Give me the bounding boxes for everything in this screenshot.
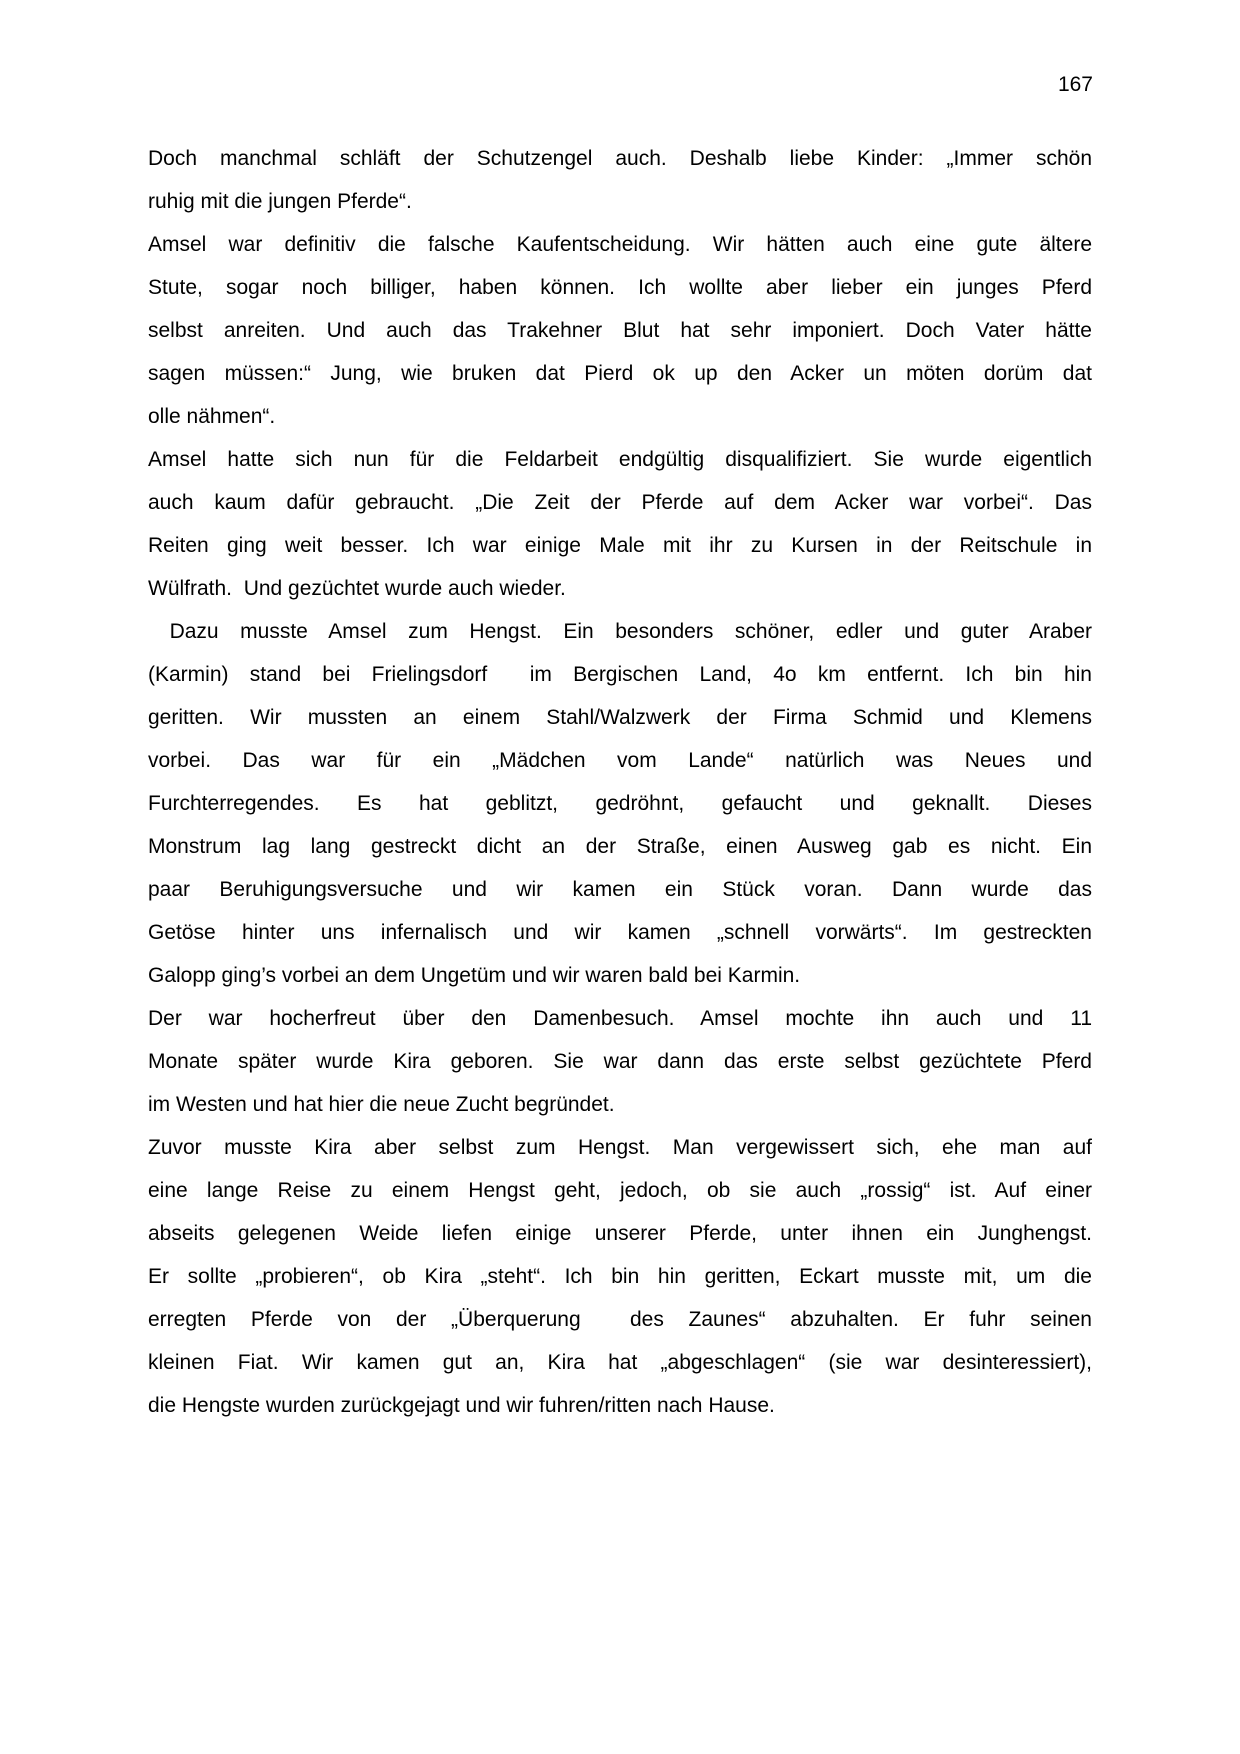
page-number: 167 bbox=[1057, 73, 1093, 96]
text-line: Der war hocherfreut über den Damenbesuch. Amsel mochte ihn auch und 11 bbox=[148, 1007, 1092, 1030]
text-line: Monate später wurde Kira geboren. Sie war dann das erste selbst gezüchtete Pferd bbox=[148, 1050, 1092, 1073]
text-line: ruhig mit die jungen Pferde“. bbox=[148, 190, 412, 213]
text-line: Doch manchmal schläft der Schutzengel auch. Deshalb liebe Kinder: „Immer schön bbox=[148, 147, 1092, 170]
text-line: eine lange Reise zu einem Hengst geht, jedoch, ob sie auch „rossig“ ist. Auf einer bbox=[148, 1179, 1092, 1202]
text-line: vorbei. Das war für ein „Mädchen vom Lande“ natürlich was Neues und bbox=[148, 749, 1092, 772]
text-line: (Karmin) stand bei Frielingsdorf im Bergischen Land, 4o km entfernt. Ich bin hin bbox=[148, 663, 1092, 686]
text-line: Amsel war definitiv die falsche Kaufentscheidung. Wir hätten auch eine gute ältere bbox=[148, 233, 1092, 256]
text-line: abseits gelegenen Weide liefen einige unserer Pferde, unter ihnen ein Junghengst. bbox=[148, 1222, 1092, 1245]
text-line: Getöse hinter uns infernalisch und wir kamen „schnell vorwärts“. Im gestreckten bbox=[148, 921, 1092, 944]
text-line: erregten Pferde von der „Überquerung des Zaunes“ abzuhalten. Er fuhr seinen bbox=[148, 1308, 1092, 1331]
text-line: selbst anreiten. Und auch das Trakehner Blut hat sehr imponiert. Doch Vater hätte bbox=[148, 319, 1092, 342]
text-line: Zuvor musste Kira aber selbst zum Hengst. Man vergewissert sich, ehe man auf bbox=[148, 1136, 1092, 1159]
text-line: sagen müssen:“ Jung, wie bruken dat Pierd ok up den Acker un möten dorüm dat bbox=[148, 362, 1092, 385]
text-line: im Westen und hat hier die neue Zucht begründet. bbox=[148, 1093, 615, 1116]
text-line: Amsel hatte sich nun für die Feldarbeit endgültig disqualifiziert. Sie wurde eigentlich bbox=[148, 448, 1092, 471]
text-line: olle nähmen“. bbox=[148, 405, 276, 428]
text-line: Wülfrath. Und gezüchtet wurde auch wieder. bbox=[148, 577, 566, 600]
text-line: die Hengste wurden zurückgejagt und wir fuhren/ritten nach Hause. bbox=[148, 1394, 775, 1417]
text-line: paar Beruhigungsversuche und wir kamen ein Stück voran. Dann wurde das bbox=[148, 878, 1092, 901]
text-line: Dazu musste Amsel zum Hengst. Ein besonders schöner, edler und guter Araber bbox=[148, 620, 1092, 643]
text-line: Furchterregendes. Es hat geblitzt, gedröhnt, gefaucht und geknallt. Dieses bbox=[148, 792, 1092, 815]
text-line: Monstrum lag lang gestreckt dicht an der Straße, einen Ausweg gab es nicht. Ein bbox=[148, 835, 1092, 858]
text-line: Stute, sogar noch billiger, haben können. Ich wollte aber lieber ein junges Pferd bbox=[148, 276, 1092, 299]
text-line: kleinen Fiat. Wir kamen gut an, Kira hat „abgeschlagen“ (sie war desinteressiert), bbox=[148, 1351, 1092, 1374]
text-line: auch kaum dafür gebraucht. „Die Zeit der Pferde auf dem Acker war vorbei“. Das bbox=[148, 491, 1092, 514]
text-line: geritten. Wir mussten an einem Stahl/Walzwerk der Firma Schmid und Klemens bbox=[148, 706, 1092, 729]
body-text bbox=[148, 137, 1092, 1427]
text-line: Reiten ging weit besser. Ich war einige Male mit ihr zu Kursen in der Reitschule in bbox=[148, 534, 1092, 557]
text-line: Galopp ging’s vorbei an dem Ungetüm und wir waren bald bei Karmin. bbox=[148, 964, 801, 987]
text-line: Er sollte „probieren“, ob Kira „steht“. Ich bin hin geritten, Eckart musste mit, um die bbox=[148, 1265, 1092, 1288]
